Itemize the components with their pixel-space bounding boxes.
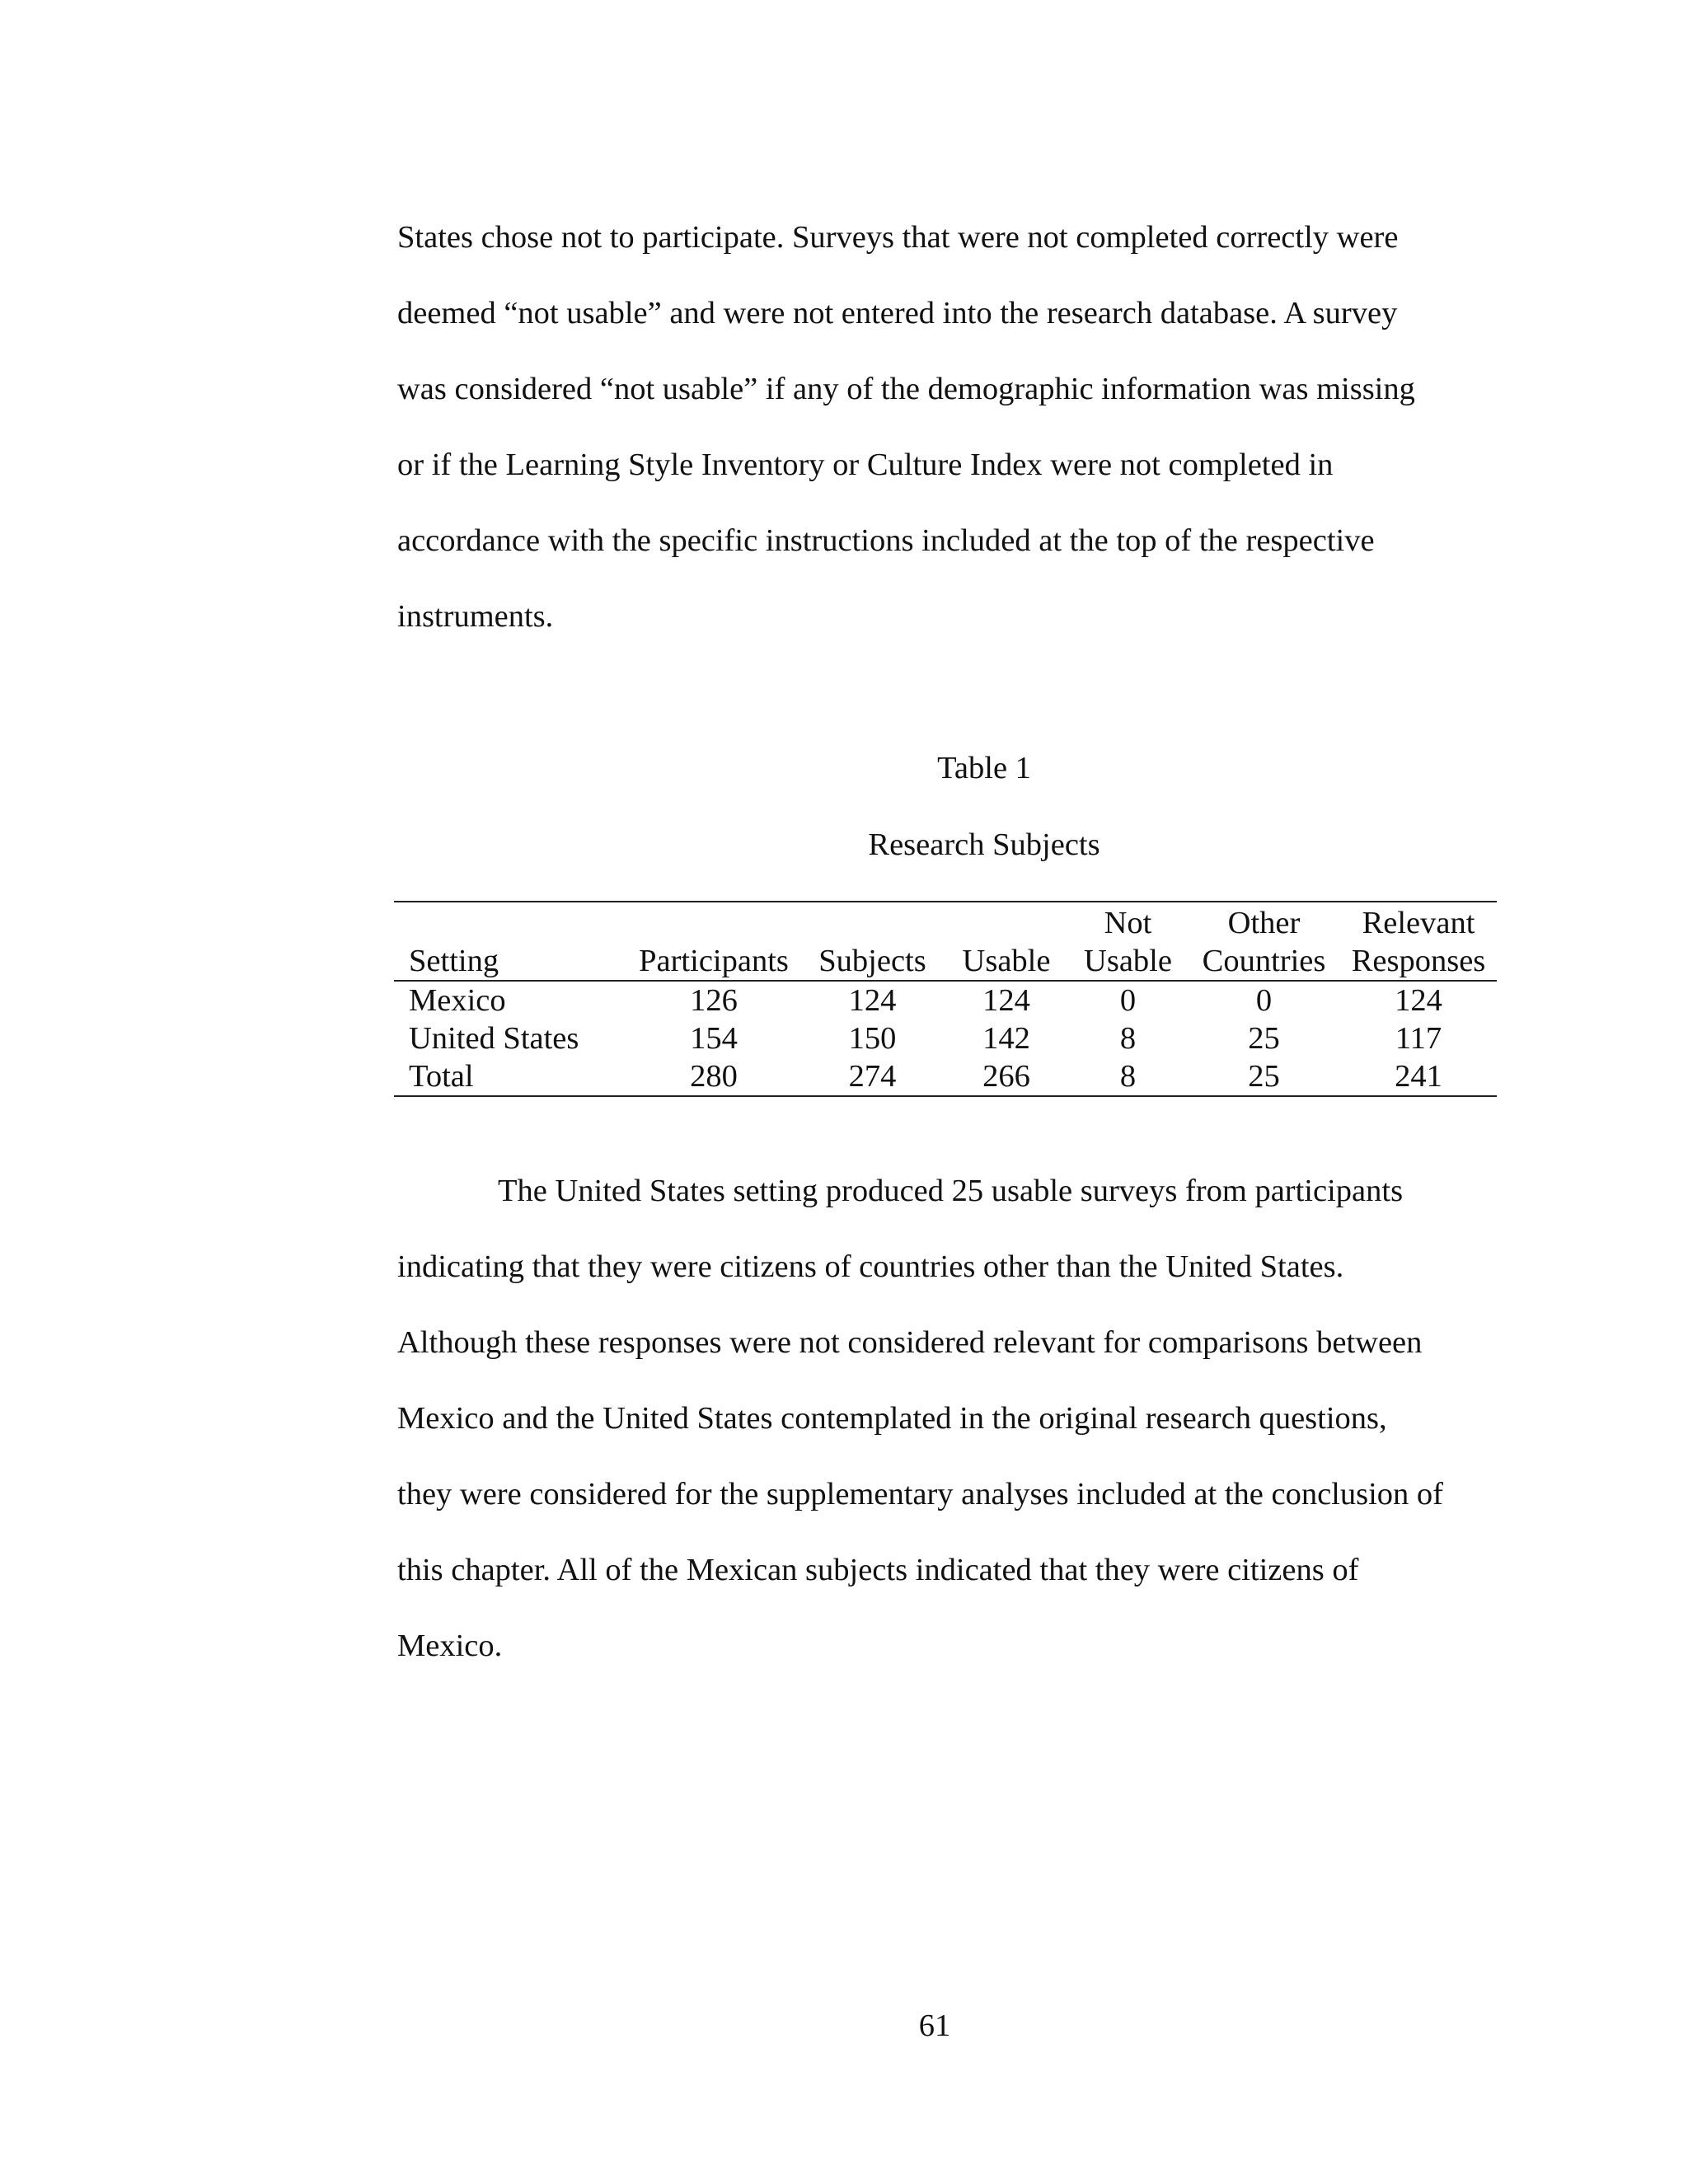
table-header-cell <box>945 902 1068 942</box>
table-cell: 154 <box>690 1021 738 1056</box>
table-cell: 25 <box>1188 1057 1340 1096</box>
table-cell: Total <box>394 1057 627 1096</box>
table-header-cell: Other <box>1188 902 1340 942</box>
table-header-row-bottom <box>394 942 1497 981</box>
table-cell: 126 <box>690 983 738 1018</box>
table-header-row-top <box>394 902 1497 942</box>
table-header-cell <box>627 902 800 942</box>
table-cell: 25 <box>1248 1021 1280 1056</box>
paragraph-2-line: they were considered for the supplementary analyses included at the conclusion of <box>397 1477 1443 1511</box>
table-row <box>394 1057 1497 1096</box>
table-header-cell <box>800 902 945 942</box>
paragraph-2-line: The United States setting produced 25 usable surveys from participants <box>498 1174 1404 1208</box>
paragraph-1-line: States chose not to participate. Surveys that were not completed correctly were <box>397 220 1399 255</box>
table-cell: 8 <box>1068 1057 1188 1096</box>
paragraph-2-line: indicating that they were citizens of countries other than the United States. <box>397 1249 1344 1284</box>
table-number: Table 1 <box>937 751 1031 785</box>
paragraph-1-line: instruments. <box>397 599 554 634</box>
table-cell: 124 <box>982 983 1030 1018</box>
paragraph-2-line: Mexico and the United States contemplated in the original research questions, <box>397 1401 1387 1436</box>
table-header-cell: Not <box>1068 902 1188 942</box>
paragraph-1-line: deemed “not usable” and were not entered into the research database. A survey <box>397 296 1398 330</box>
table-cell: 266 <box>945 1057 1068 1096</box>
table-cell: 124 <box>848 983 897 1018</box>
table-header-cell <box>394 902 627 942</box>
table-row <box>394 1019 1497 1057</box>
table-header-cell: Relevant <box>1340 902 1497 942</box>
table-title: Research Subjects <box>868 827 1100 862</box>
table-cell: 124 <box>1395 983 1442 1018</box>
table-header-cell: Subjects <box>800 942 945 981</box>
table-cell: 117 <box>1395 1021 1442 1056</box>
table-header-cell: Usable <box>1068 942 1188 981</box>
page-number: 61 <box>918 2008 951 2043</box>
table-header-cell: Setting <box>394 942 627 981</box>
table-row <box>394 981 1497 1019</box>
table-cell: 8 <box>1119 1021 1137 1056</box>
table-header-cell: Participants <box>627 942 800 981</box>
paragraph-2-line: this chapter. All of the Mexican subjects indicated that they were citizens of <box>397 1553 1359 1587</box>
paragraph-2-line: Although these responses were not considered relevant for comparisons between <box>397 1325 1423 1360</box>
paragraph-1-line: or if the Learning Style Inventory or Culture Index were not completed in <box>397 448 1334 482</box>
paragraph-1-line: was considered “not usable” if any of the demographic information was missing <box>397 372 1415 406</box>
research-subjects-table <box>394 901 1497 1097</box>
table-cell: United States <box>409 1021 579 1056</box>
table-cell: 142 <box>982 1021 1030 1056</box>
table-header-cell: Responses <box>1340 942 1497 981</box>
table-cell: 280 <box>627 1057 800 1096</box>
table-cell: 150 <box>848 1021 897 1056</box>
table-cell: 0 <box>1119 983 1137 1018</box>
paragraph-2-line: Mexico. <box>397 1629 503 1663</box>
table-cell: 241 <box>1340 1057 1497 1096</box>
paragraph-1-line: accordance with the specific instructions included at the top of the respective <box>397 523 1375 558</box>
table-header-cell: Usable <box>945 942 1068 981</box>
table-cell: 0 <box>1255 983 1273 1018</box>
table-cell: 274 <box>800 1057 945 1096</box>
table-header-cell: Countries <box>1188 942 1340 981</box>
table-cell: Mexico <box>409 983 506 1018</box>
